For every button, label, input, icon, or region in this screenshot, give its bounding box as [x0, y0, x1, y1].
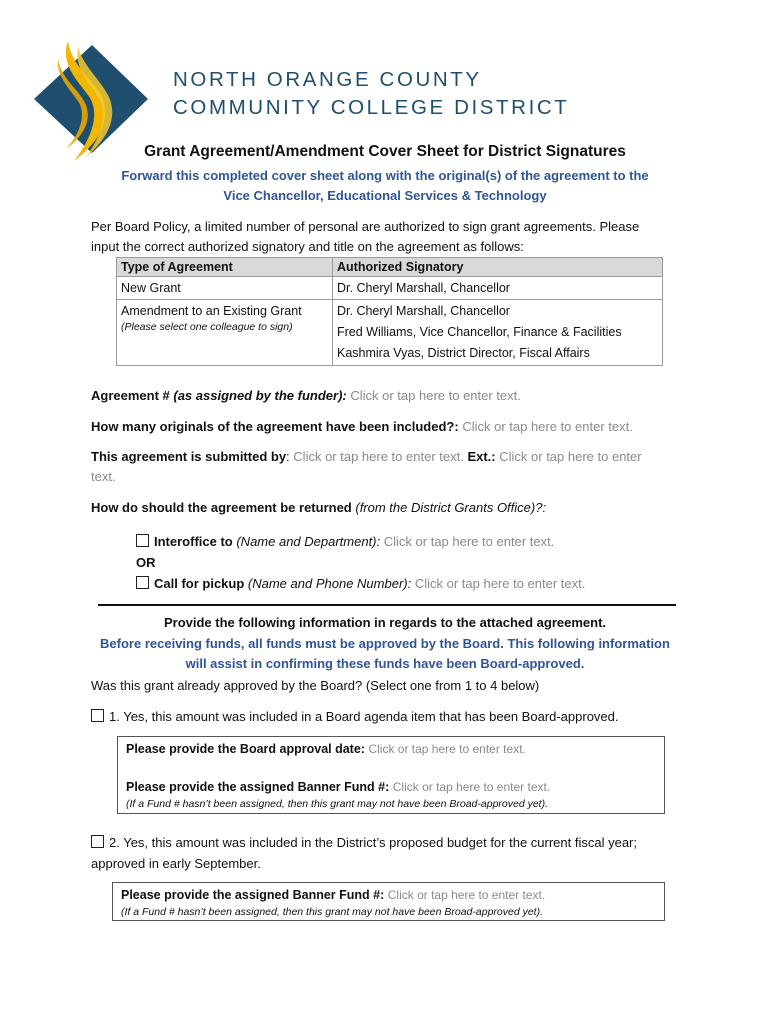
return-method-question: [91, 498, 546, 518]
banner-fund-label: Please provide the assigned Banner Fund #:: [126, 780, 390, 794]
logo-line-1: NORTH ORANGE COUNTY: [173, 68, 482, 91]
board-warning-line-1: Before receiving funds, all funds must be approved by the Board. This following information: [100, 636, 670, 651]
banner-fund-input-2[interactable]: Click or tap here to enter text.: [387, 888, 546, 902]
signatory-table: [116, 257, 663, 366]
banner-fund-label-2: Please provide the assigned Banner Fund #:: [121, 888, 385, 902]
pickup-label: Call for pickup: [154, 576, 245, 591]
agreement-number-input[interactable]: Click or tap here to enter text.: [350, 388, 521, 403]
submitted-by-label: This agreement is submitted by: [91, 449, 287, 464]
board-warning-line-2: will assist in confirming these funds have been Board-approved.: [185, 656, 585, 671]
row-type-note: (Please select one colleague to sign): [121, 321, 293, 333]
pickup-note: (Name and Phone Number):: [244, 576, 412, 591]
row-type-cell: [117, 300, 333, 366]
originals-count-label: How many originals of the agreement have been included?:: [91, 419, 459, 434]
option-1-details-box: [117, 736, 665, 814]
policy-line-2: input the correct authorized signatory and title on the agreement as follows:: [91, 239, 524, 254]
banner-fund-field: [126, 777, 550, 797]
option-1-label: 1. Yes, this amount was included in a Board agenda item that has been Board-approved.: [109, 709, 619, 724]
table-row: [117, 300, 663, 366]
approval-date-input[interactable]: Click or tap here to enter text.: [368, 742, 526, 756]
option-2-label: 2. Yes, this amount was included in the District’s proposed budget for the current fiscal year;: [109, 835, 637, 850]
interoffice-label: Interoffice to: [154, 534, 233, 549]
page-title: Grant Agreement/Amendment Cover Sheet for District Signatures: [144, 143, 626, 160]
row-signatory-cell: [333, 300, 663, 366]
row-type: Amendment to an Existing Grant: [121, 304, 302, 318]
pickup-checkbox[interactable]: [136, 576, 149, 589]
option-2-label-line-2: approved in early September.: [91, 856, 261, 871]
board-approval-question: Was this grant already approved by the Board? (Select one from 1 to 4 below): [91, 678, 540, 693]
or-label: OR: [136, 555, 156, 570]
pickup-input[interactable]: Click or tap here to enter text.: [414, 576, 586, 591]
agreement-number-field: [91, 386, 521, 406]
interoffice-input[interactable]: Click or tap here to enter text.: [383, 534, 555, 549]
interoffice-checkbox[interactable]: [136, 534, 149, 547]
option-1: [91, 707, 619, 727]
forward-instruction-line-1: Forward this completed cover sheet along with the original(s) of the agreement to the: [121, 168, 649, 183]
row-signatory: Kashmira Vyas, District Director, Fiscal Affairs: [337, 346, 590, 360]
banner-fund-field-2: [121, 885, 545, 905]
ext-label: Ext.:: [467, 449, 496, 464]
option-2: [91, 833, 637, 853]
pickup-option: [136, 574, 585, 594]
row-signatory: Fred Williams, Vice Chancellor, Finance & Facilities: [337, 325, 622, 339]
row-type: New Grant: [117, 277, 333, 300]
return-method-label: How do should the agreement be returned: [91, 500, 352, 515]
fund-note: (If a Fund # hasn’t been assigned, then this grant may not have been Broad-approved yet).: [126, 798, 549, 810]
forward-instruction-line-2: Vice Chancellor, Educational Services & Technology: [223, 188, 547, 203]
originals-count-field: [91, 417, 633, 437]
option-2-checkbox[interactable]: [91, 835, 104, 848]
option-2-details-box: [112, 882, 665, 921]
info-heading: Provide the following information in regards to the attached agreement.: [163, 615, 607, 630]
originals-count-input[interactable]: Click or tap here to enter text.: [462, 419, 633, 434]
approval-date-label: Please provide the Board approval date:: [126, 742, 365, 756]
table-row: [117, 277, 663, 300]
table-header-row: [117, 258, 663, 277]
banner-fund-input[interactable]: Click or tap here to enter text.: [392, 780, 551, 794]
submitted-by-input[interactable]: Click or tap here to enter text.: [293, 449, 464, 464]
agreement-number-label: Agreement #: [91, 388, 170, 403]
interoffice-note: (Name and Department):: [232, 534, 381, 549]
section-divider: [98, 604, 676, 606]
row-signatory: Dr. Cheryl Marshall, Chancellor: [333, 277, 663, 300]
col-type-header: Type of Agreement: [117, 258, 333, 277]
logo-line-2: COMMUNITY COLLEGE DISTRICT: [173, 96, 570, 119]
fund-note-2: (If a Fund # hasn’t been assigned, then this grant may not have been Broad-approved yet).: [121, 906, 544, 918]
agreement-number-note: (as assigned by the funder):: [169, 388, 347, 403]
submitted-by-colon: :: [286, 449, 290, 464]
col-signatory-header: Authorized Signatory: [333, 258, 663, 277]
approval-date-field: [126, 739, 526, 759]
option-1-checkbox[interactable]: [91, 709, 104, 722]
policy-line-1: Per Board Policy, a limited number of personal are authorized to sign grant agreements. Please: [91, 219, 640, 234]
return-method-note: (from the District Grants Office)?:: [351, 500, 547, 515]
row-signatory: Dr. Cheryl Marshall, Chancellor: [337, 304, 510, 318]
ext-input[interactable]: Click or tap here to enter: [499, 449, 642, 464]
interoffice-option: [136, 532, 554, 552]
ext-input-wrap[interactable]: text.: [91, 469, 116, 484]
submitted-by-field: [91, 447, 681, 467]
